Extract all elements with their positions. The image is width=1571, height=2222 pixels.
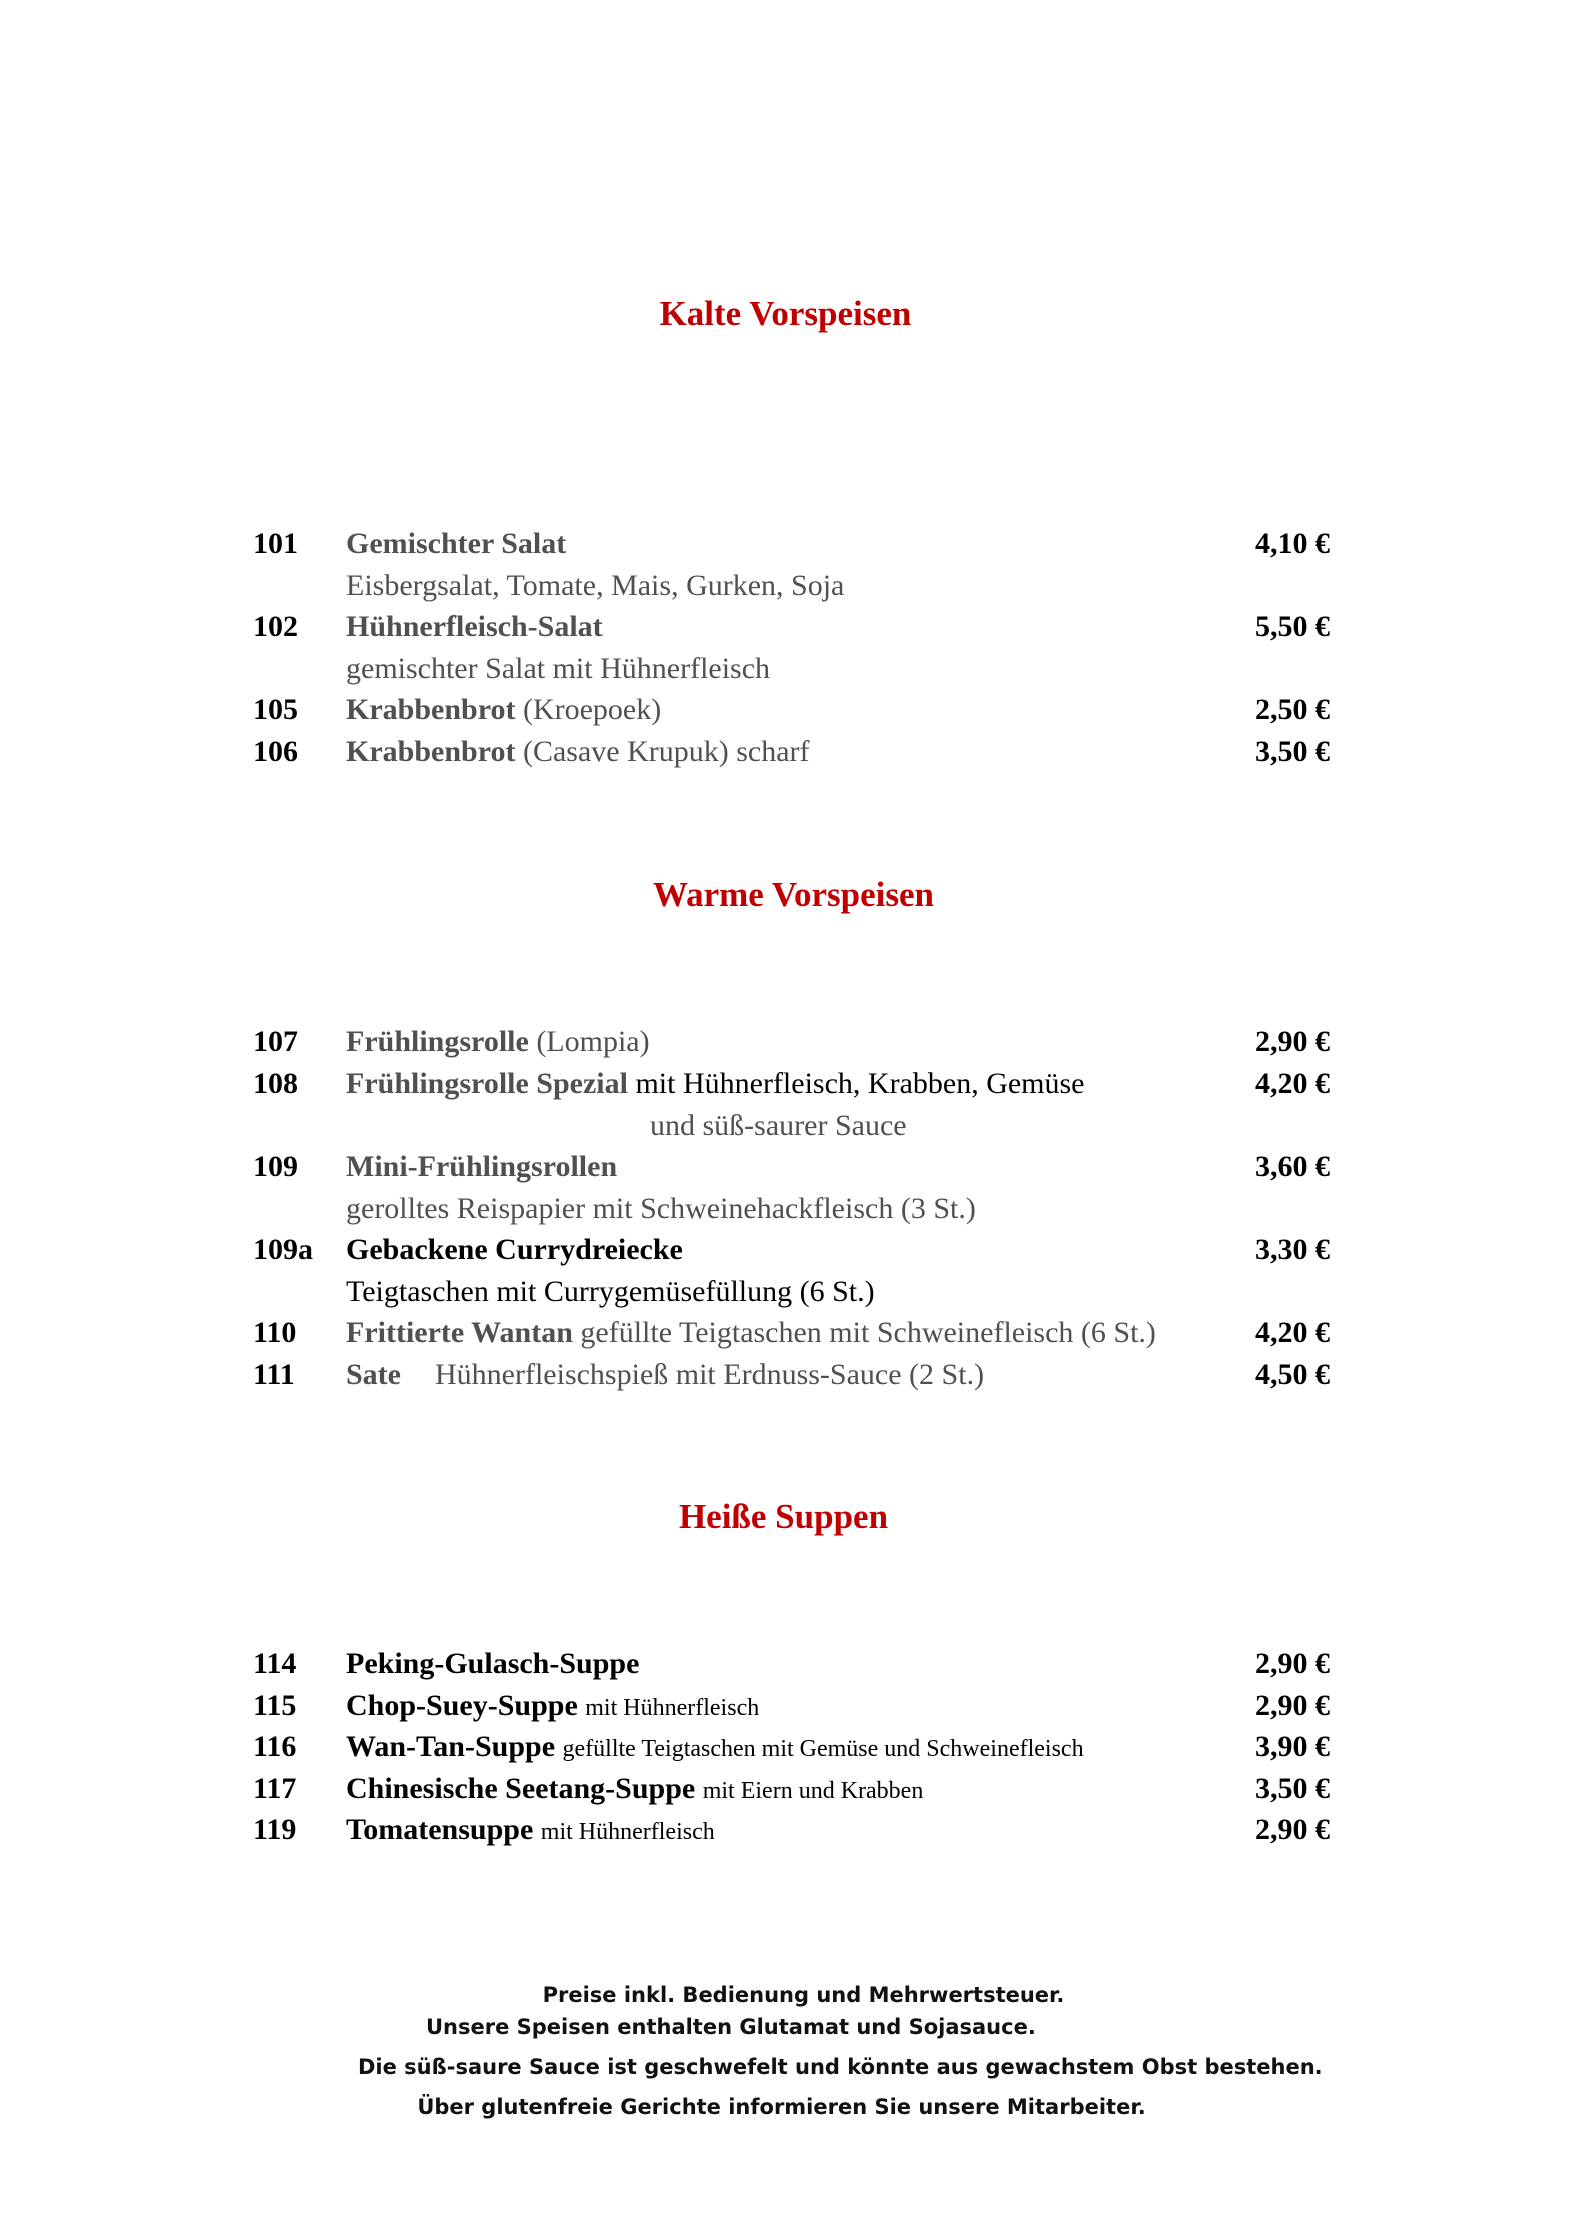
item-number: 119 [253,1813,297,1846]
item-name: Frühlingsrolle [346,1025,529,1058]
section-title-heisse-suppen: Heiße Suppen [678,1497,889,1536]
item-price: 3,50 € [1255,1772,1330,1805]
item-name: Gebackene Currydreiecke [346,1233,683,1266]
item-extra: gefüllte Teigtaschen mit Schweinefleisch (6 St.) [580,1316,1156,1349]
item-price: 4,10 € [1255,527,1330,560]
menu-item-109 [0,1146,1571,1188]
item-price: 3,60 € [1255,1150,1330,1183]
item-price: 3,30 € [1255,1233,1330,1266]
item-price: 4,20 € [1255,1316,1330,1349]
item-extra: mit Hühnerfleisch [540,1819,715,1845]
item-price: 2,90 € [1255,1813,1330,1846]
item-number: 108 [253,1067,298,1100]
item-description: gerolltes Reispapier mit Schweinehackfleisch (3 St.) [346,1192,976,1225]
item-extra: mit Hühnerfleisch [585,1695,760,1721]
item-price: 4,50 € [1255,1358,1330,1391]
menu-item-116 [0,1726,1571,1768]
item-extra: (Casave Krupuk) scharf [522,735,810,768]
footer-note-glutamat: Unsere Speisen enthalten Glutamat und Sojasauce. [426,2015,1036,2039]
item-price: 3,50 € [1255,735,1330,768]
menu-item-107 [0,1021,1571,1063]
item-name-line [346,731,810,773]
item-price: 4,20 € [1255,1067,1330,1100]
menu-item-108 [0,1063,1571,1105]
menu-item-106 [0,731,1571,773]
menu-item-105 [0,689,1571,731]
item-number: 106 [253,735,298,768]
item-price: 3,90 € [1255,1730,1330,1763]
menu-item-109a [0,1229,1571,1271]
item-name: Krabbenbrot [346,735,516,768]
menu-item-101 [0,523,1571,565]
item-number: 116 [253,1730,297,1763]
footer-note-sauce: Die süß-saure Sauce ist geschwefelt und könnte aus gewachstem Obst bestehen. [358,2055,1323,2079]
item-name-line [346,689,661,731]
item-description: Eisbergsalat, Tomate, Mais, Gurken, Soja [346,569,845,602]
item-price: 2,90 € [1255,1647,1330,1680]
footer-note-prices: Preise inkl. Bedienung und Mehrwertsteuer. [542,1983,1065,2007]
item-number: 115 [253,1689,297,1722]
item-extra: (Kroepoek) [522,693,662,726]
item-name: Sate [346,1358,401,1391]
item-description: gemischter Salat mit Hühnerfleisch [346,652,771,685]
item-description: Teigtaschen mit Currygemüsefüllung (6 St.) [346,1275,875,1308]
item-price: 2,90 € [1255,1689,1330,1722]
item-number: 107 [253,1025,298,1058]
item-name: Gemischter Salat [346,527,567,560]
footer-note-glutenfree: Über glutenfreie Gerichte informieren Sie unsere Mitarbeiter. [417,2095,1146,2119]
item-name-line [346,1021,650,1063]
item-extra: Hühnerfleischspieß mit Erdnuss-Sauce (2 St.) [435,1358,985,1391]
item-number: 102 [253,610,298,643]
item-price: 5,50 € [1255,610,1330,643]
item-name-line [346,1726,1084,1770]
item-number: 101 [253,527,298,560]
item-name-line [346,1312,1156,1354]
menu-item-110 [0,1312,1571,1354]
item-extra: mit Eiern und Krabben [702,1778,924,1804]
section-title-kalte-vorspeisen: Kalte Vorspeisen [659,294,912,333]
item-number: 109 [253,1150,298,1183]
item-name: Chop-Suey-Suppe [346,1689,578,1722]
item-name: Peking-Gulasch-Suppe [346,1647,640,1680]
item-extra: gefüllte Teigtaschen mit Gemüse und Schweinefleisch [562,1736,1084,1762]
item-name-line [346,1685,759,1729]
item-name: Krabbenbrot [346,693,516,726]
menu-item-111 [0,1354,1571,1396]
section-title-warme-vorspeisen: Warme Vorspeisen [653,875,934,914]
item-name: Wan-Tan-Suppe [346,1730,556,1763]
item-name: Chinesische Seetang-Suppe [346,1772,696,1805]
item-number: 117 [253,1772,297,1805]
item-number: 105 [253,693,298,726]
item-name: Mini-Frühlingsrollen [346,1150,618,1183]
item-name: Frittierte Wantan [346,1316,573,1349]
menu-item-119 [0,1809,1571,1851]
item-extra: mit Hühnerfleisch, Krabben, Gemüse [635,1067,1085,1100]
item-number: 111 [253,1358,295,1391]
menu-item-117 [0,1768,1571,1810]
item-name-line [346,1063,1085,1105]
item-number: 109a [253,1233,313,1266]
item-extra: (Lompia) [536,1025,650,1058]
item-name: Tomatensuppe [346,1813,534,1846]
item-name: Frühlingsrolle Spezial [346,1067,628,1100]
menu-item-114 [0,1643,1571,1685]
item-description: und süß-saurer Sauce [650,1109,907,1142]
item-name-line [346,1768,923,1812]
menu-item-102 [0,606,1571,648]
item-name-line [346,1809,715,1853]
item-name: Hühnerfleisch-Salat [346,610,603,643]
item-number: 110 [253,1316,297,1349]
menu-item-115 [0,1685,1571,1727]
item-price: 2,50 € [1255,693,1330,726]
item-price: 2,90 € [1255,1025,1330,1058]
item-number: 114 [253,1647,297,1680]
